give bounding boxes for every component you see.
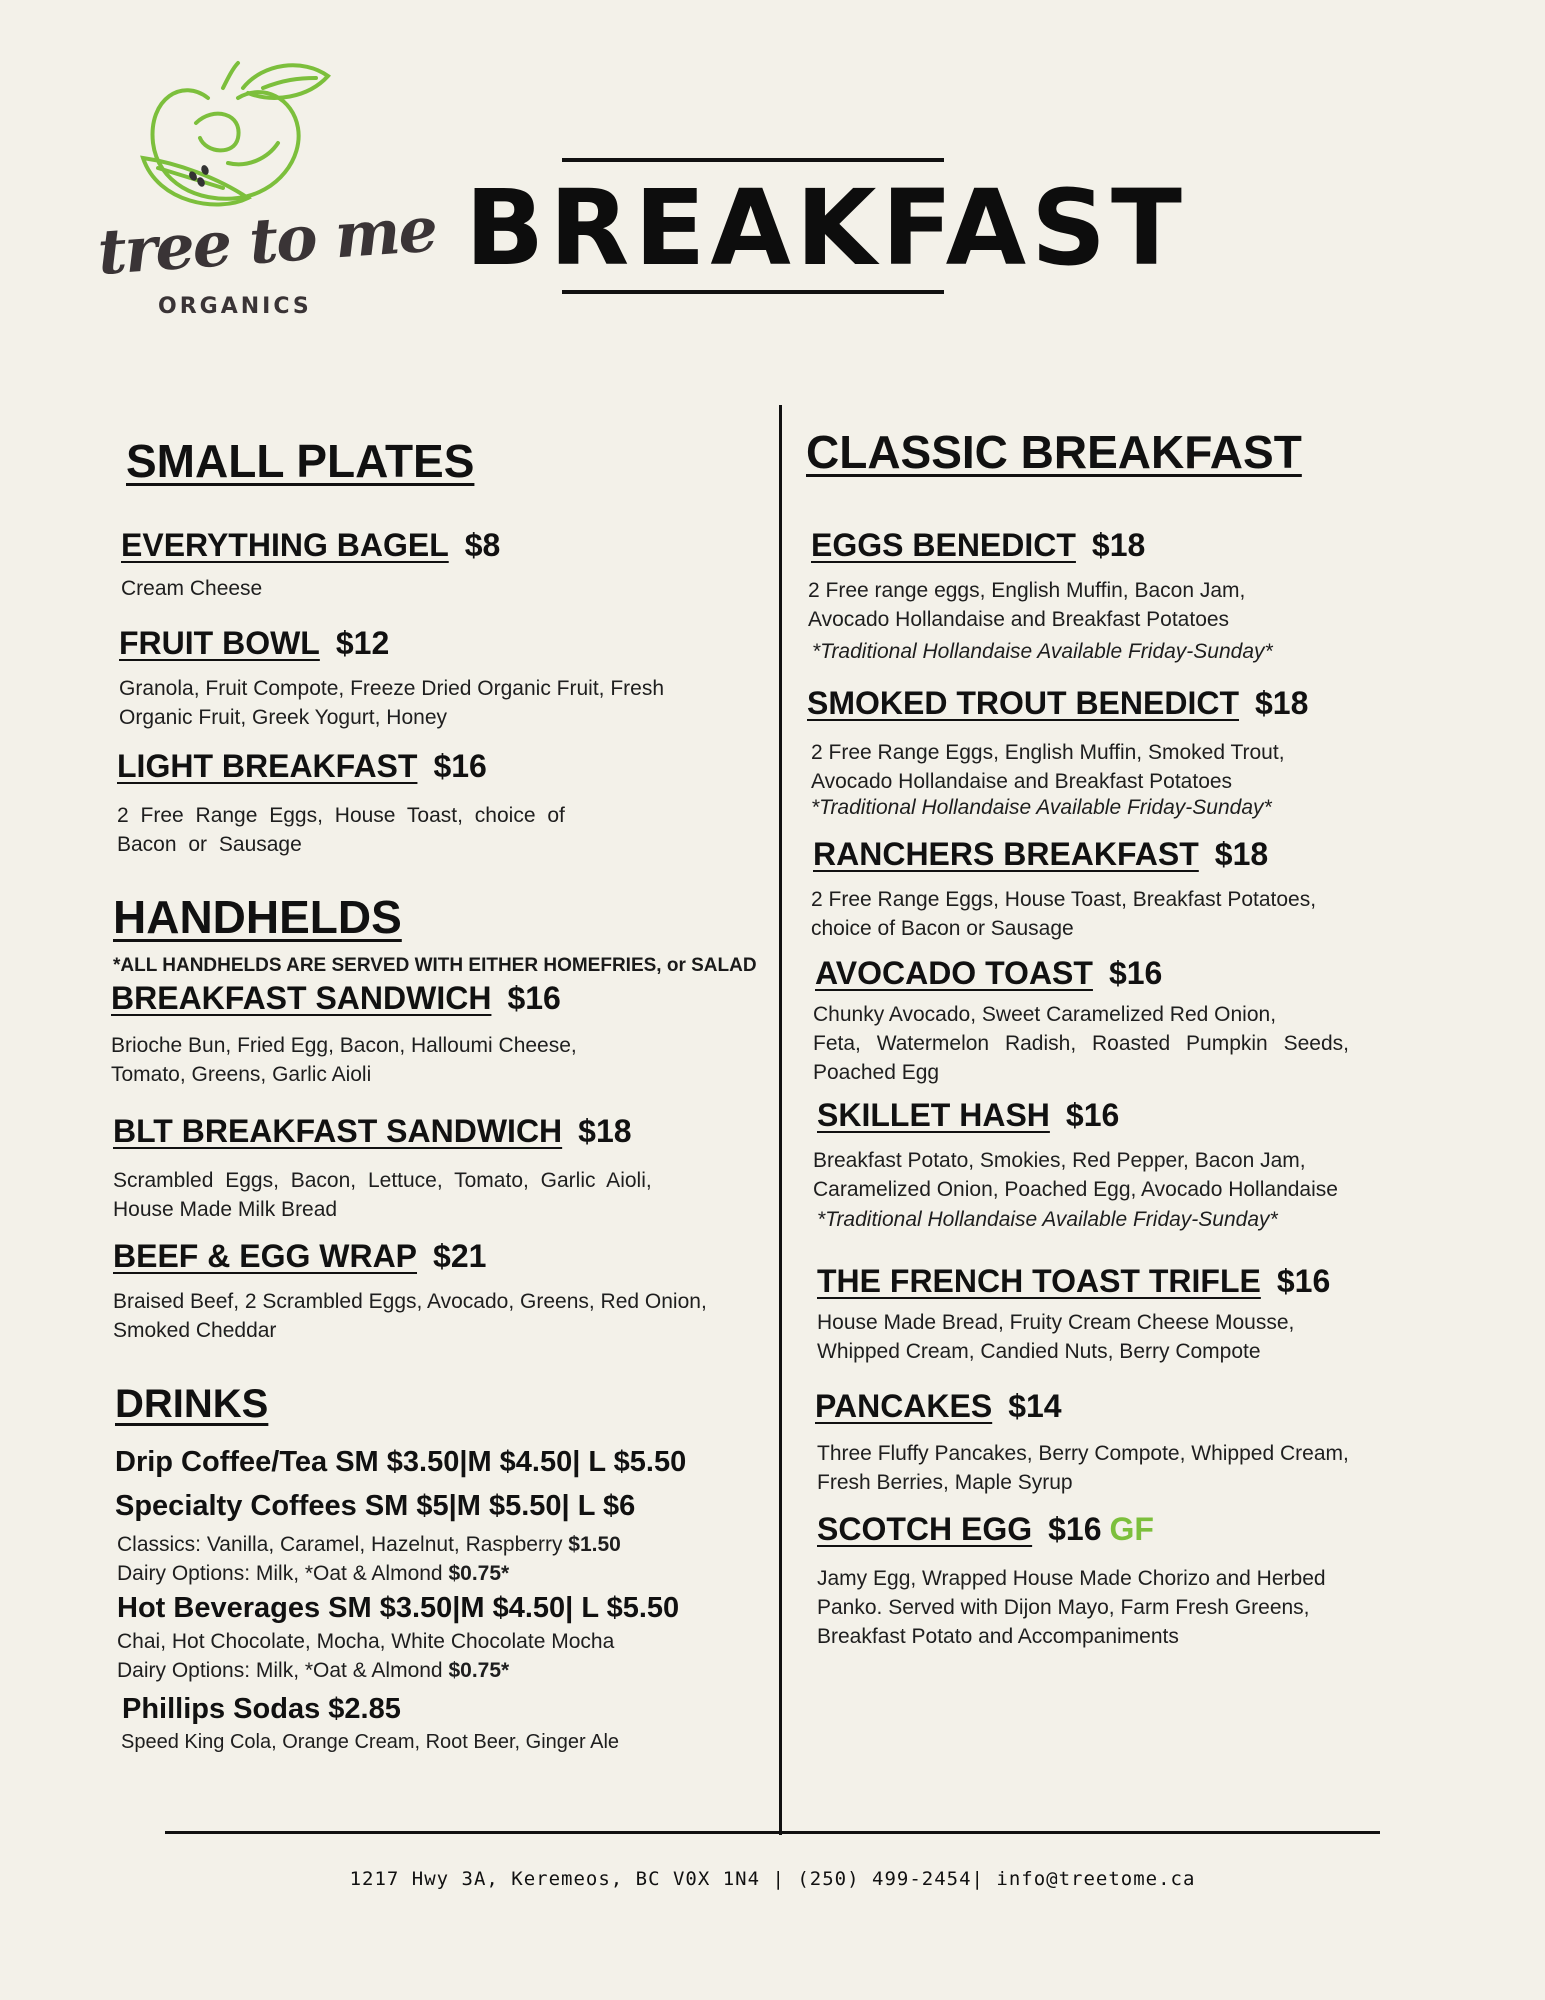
item-desc: Whipped Cream, Candied Nuts, Berry Compote — [817, 1340, 1261, 1363]
item-name: EVERYTHING BAGEL — [121, 527, 449, 563]
item-name: LIGHT BREAKFAST — [117, 748, 418, 784]
hot-dairy-text: Dairy Options: Milk, *Oat & Almond — [117, 1659, 443, 1682]
item-desc: Feta, Watermelon Radish, Roasted Pumpkin Seeds, — [813, 1032, 1349, 1055]
drinks-heading: DRINKS — [115, 1382, 269, 1426]
item-desc: 2 Free range eggs, English Muffin, Bacon Jam, — [808, 579, 1246, 602]
item-note: *Traditional Hollandaise Available Friday-Sunday* — [812, 640, 1273, 663]
specialty-details — [117, 1530, 621, 1588]
handhelds-note: *ALL HANDHELDS ARE SERVED WITH EITHER HOMEFRIES, or SALAD — [113, 955, 757, 976]
title-bottom-rule — [562, 290, 944, 294]
item-desc: choice of Bacon or Sausage — [811, 917, 1074, 940]
item-desc: Granola, Fruit Compote, Freeze Dried Organic Fruit, Fresh — [119, 677, 665, 700]
item-desc: 2 Free Range Eggs, English Muffin, Smoked Trout, — [811, 741, 1285, 764]
column-divider — [779, 405, 782, 1835]
brand-script-name: tree to me — [95, 192, 439, 289]
gluten-free-badge: GF — [1109, 1511, 1154, 1547]
menu-item-eggs-benedict — [808, 527, 1273, 664]
item-note: *Traditional Hollandaise Available Friday-Sunday* — [811, 796, 1272, 819]
item-price: $16 — [433, 748, 487, 784]
item-name: SKILLET HASH — [817, 1097, 1050, 1133]
sodas-name: Phillips Sodas — [122, 1693, 321, 1725]
menu-item-fruit-bowl — [119, 625, 664, 732]
menu-item-everything-bagel — [121, 527, 500, 603]
item-desc: Poached Egg — [813, 1061, 940, 1084]
item-desc: Panko. Served with Dijon Mayo, Farm Fresh Greens, — [817, 1596, 1310, 1619]
item-price: $16 — [1108, 955, 1163, 991]
item-name: SCOTCH EGG — [817, 1511, 1033, 1547]
item-name: BLT BREAKFAST SANDWICH — [113, 1113, 563, 1149]
item-price: $21 — [433, 1238, 487, 1274]
item-desc: Avocado Hollandaise and Breakfast Potatoes — [808, 608, 1230, 631]
item-desc: Organic Fruit, Greek Yogurt, Honey — [119, 706, 447, 729]
item-desc: Fresh Berries, Maple Syrup — [817, 1471, 1073, 1494]
item-note: *Traditional Hollandaise Available Friday-Sunday* — [817, 1208, 1278, 1231]
menu-item-beef-egg-wrap — [113, 1238, 707, 1345]
item-desc: Three Fluffy Pancakes, Berry Compote, Whipped Cream, — [817, 1442, 1349, 1465]
item-name: BEEF & EGG WRAP — [113, 1238, 418, 1274]
classics-text: Classics: Vanilla, Caramel, Hazelnut, Raspberry — [117, 1533, 563, 1556]
item-price: $16 — [1276, 1263, 1331, 1299]
specialty-coffee-line: Specialty Coffees SM $5|M $5.50| L $6 — [115, 1490, 636, 1522]
item-price: $12 — [335, 625, 390, 661]
drip-coffee-line: Drip Coffee/Tea SM $3.50|M $4.50| L $5.50 — [115, 1446, 687, 1478]
item-name: PANCAKES — [815, 1388, 993, 1424]
item-name: SMOKED TROUT BENEDICT — [807, 685, 1239, 721]
title-top-rule — [562, 158, 944, 162]
menu-item-light-breakfast — [117, 748, 565, 859]
item-desc: 2 Free Range Eggs, House Toast, Breakfast Potatoes, — [811, 888, 1317, 911]
item-desc: Breakfast Potato and Accompaniments — [817, 1625, 1179, 1648]
handhelds-heading: HANDHELDS — [113, 891, 402, 943]
item-desc: Caramelized Onion, Poached Egg, Avocado Hollandaise — [813, 1178, 1338, 1201]
item-price: $18 — [1214, 836, 1269, 872]
page-title: BREAKFAST — [465, 167, 1187, 289]
menu-item-ranchers-breakfast — [813, 836, 1316, 943]
item-price: $18 — [1091, 527, 1146, 563]
item-desc: House Made Milk Bread — [113, 1198, 338, 1221]
hot-dairy-price: $0.75* — [448, 1659, 510, 1682]
item-price: $18 — [1255, 685, 1309, 721]
menu-item-french-toast-trifle — [817, 1263, 1330, 1366]
item-name: FRUIT BOWL — [119, 625, 320, 661]
item-price: $16 — [507, 980, 561, 1016]
item-desc: Chunky Avocado, Sweet Caramelized Red Onion, — [813, 1003, 1277, 1026]
footer-contact: 1217 Hwy 3A, Keremeos, BC V0X 1N4 | (250) 499-2454| info@treetome.ca — [349, 1868, 1196, 1890]
item-desc: Tomato, Greens, Garlic Aioli — [111, 1063, 372, 1086]
footer-rule — [165, 1831, 1380, 1834]
item-desc: Breakfast Potato, Smokies, Red Pepper, Bacon Jam, — [813, 1149, 1306, 1172]
item-name: BREAKFAST SANDWICH — [111, 980, 492, 1016]
item-desc: Braised Beef, 2 Scrambled Eggs, Avocado, Greens, Red Onion, — [113, 1290, 707, 1313]
item-price: $8 — [464, 527, 501, 563]
menu-item-smoked-trout-benedict — [807, 685, 1308, 820]
hot-beverages-details — [117, 1627, 614, 1685]
item-desc: Jamy Egg, Wrapped House Made Chorizo and Herbed — [817, 1567, 1326, 1590]
sodas-price: $2.85 — [328, 1693, 401, 1725]
menu-item-breakfast-sandwich — [111, 980, 577, 1089]
classics-price: $1.50 — [568, 1533, 621, 1556]
menu-item-pancakes — [815, 1388, 1349, 1497]
brand-logo — [88, 58, 439, 328]
item-name: AVOCADO TOAST — [815, 955, 1093, 991]
sodas-desc: Speed King Cola, Orange Cream, Root Beer, Ginger Ale — [121, 1731, 620, 1753]
item-desc: 2 Free Range Eggs, House Toast, choice of — [117, 804, 565, 827]
item-price: $16 — [1048, 1511, 1102, 1547]
dairy-text: Dairy Options: Milk, *Oat & Almond — [117, 1562, 443, 1585]
item-desc: Bacon or Sausage — [117, 833, 302, 856]
sodas-line — [122, 1693, 401, 1726]
small-plates-heading: SMALL PLATES — [126, 435, 475, 487]
item-price: $16 — [1065, 1097, 1120, 1133]
item-desc: Cream Cheese — [121, 577, 263, 600]
item-desc: Brioche Bun, Fried Egg, Bacon, Halloumi Cheese, — [111, 1034, 577, 1057]
item-desc: Smoked Cheddar — [113, 1319, 277, 1342]
menu-item-avocado-toast — [815, 955, 1349, 1087]
item-desc: Scrambled Eggs, Bacon, Lettuce, Tomato, Garlic Aioli, — [113, 1169, 652, 1192]
menu-item-skillet-hash — [813, 1097, 1338, 1232]
item-price: $14 — [1008, 1388, 1062, 1424]
apple-icon — [88, 58, 348, 218]
item-desc: Avocado Hollandaise and Breakfast Potatoes — [811, 770, 1233, 793]
item-price: $18 — [578, 1113, 632, 1149]
item-name: RANCHERS BREAKFAST — [813, 836, 1199, 872]
item-desc: House Made Bread, Fruity Cream Cheese Mousse, — [817, 1311, 1295, 1334]
item-name: THE FRENCH TOAST TRIFLE — [817, 1263, 1261, 1299]
menu-item-scotch-egg — [817, 1511, 1326, 1651]
menu-item-blt-breakfast-sandwich — [113, 1113, 652, 1224]
item-name: EGGS BENEDICT — [811, 527, 1076, 563]
brand-subtitle: ORGANICS — [158, 294, 312, 319]
hot-desc: Chai, Hot Chocolate, Mocha, White Chocolate Mocha — [117, 1630, 615, 1653]
hot-beverages-line: Hot Beverages SM $3.50|M $4.50| L $5.50 — [117, 1592, 680, 1624]
classic-breakfast-heading: CLASSIC BREAKFAST — [806, 426, 1302, 478]
dairy-price: $0.75* — [448, 1562, 510, 1585]
